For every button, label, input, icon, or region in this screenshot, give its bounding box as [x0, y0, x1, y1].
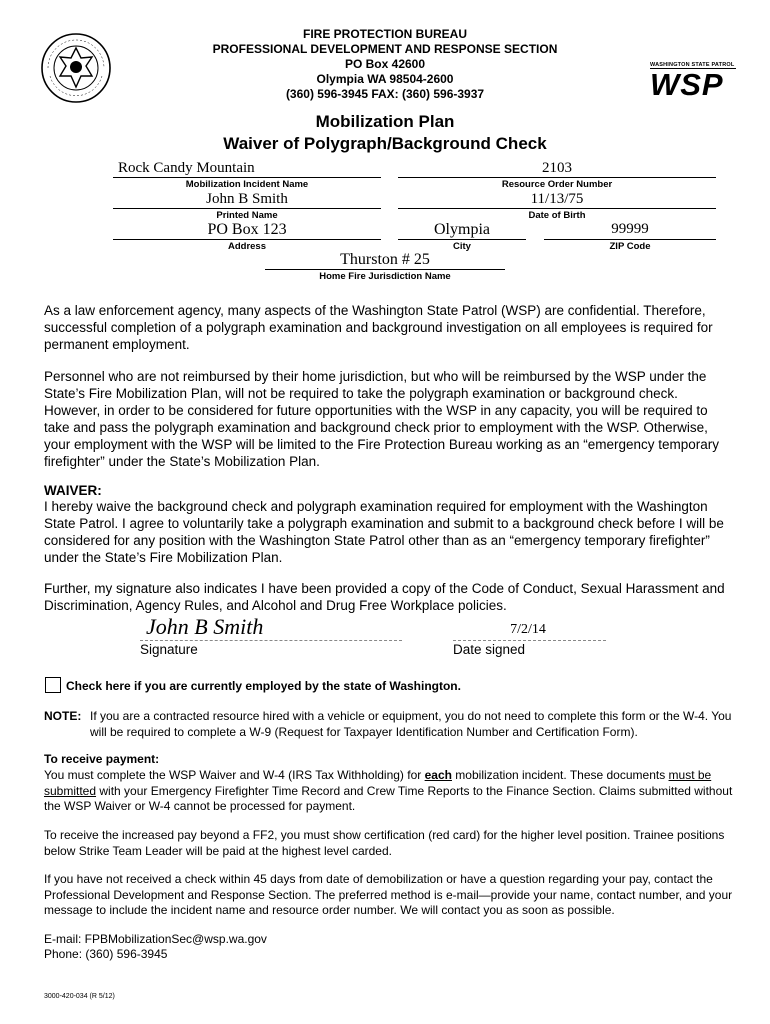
agency-header — [180, 27, 590, 102]
dob-value[interactable]: 11/13/75 — [530, 191, 584, 207]
signature-value[interactable]: John B Smith — [146, 614, 264, 639]
title-line2: Waiver of Polygraph/Background Check — [223, 134, 547, 153]
washington-state-fire-marshal-seal-icon — [40, 32, 112, 104]
header-section: PROFESSIONAL DEVELOPMENT AND RESPONSE SECTION — [212, 42, 558, 56]
address-label: Address — [227, 241, 266, 252]
incident-name-value[interactable]: Rock Candy Mountain — [118, 160, 255, 176]
waiver-heading: WAIVER: — [44, 483, 102, 498]
payment-text-1: You must complete the WSP Waiver and W-4 (IRS Tax Withholding) for — [44, 768, 425, 782]
jurisdiction-value[interactable]: Thurston # 25 — [340, 251, 430, 268]
zip-value[interactable]: 99999 — [611, 221, 649, 237]
wsp-logo-banner: WASHINGTON STATE PATROL — [650, 62, 735, 68]
payment-paragraph — [44, 768, 734, 815]
payment-each: each — [424, 768, 452, 782]
printed-name-label: Printed Name — [216, 210, 278, 221]
personnel-paragraph: Personnel who are not reimbursed by their home jurisdiction, but who will be reimbursed by the WSP under the State’s Fire Mobilization Plan, will not be required to take the polygraph examination or background check. However, in order to be considered for future opportunities with the WSP in any capacity, you will be required to take and pass the polygraph examination and background check prior to employment with the WSP. Otherwise, your employment with the WSP will be limited to the Fire Protection Bureau working as an “emergency temporary firefighter” under the State’s Mobilization Plan. — [44, 369, 720, 469]
incident-name-label: Mobilization Incident Name — [185, 179, 309, 190]
date-signed-label: Date signed — [453, 642, 526, 657]
increased-pay-paragraph: To receive the increased pay beyond a FF2, you must show certification (red card) for the higher level position. Trainee positions below Strike Team Leader will be paid at the highest level carded. — [44, 828, 725, 858]
city-label: City — [453, 241, 471, 252]
payment-must-submit: must be submitted — [44, 768, 712, 798]
payment-heading: To receive payment: — [44, 752, 160, 766]
printed-name-value[interactable]: John B Smith — [206, 191, 288, 207]
pay-question-paragraph: If you have not received a check within 45 days from date of demobilization or have a question regarding your pay, contact the Professional Development and Response Section. The preferred method is e-mail—provide your name, contact number, and your message to include the incident name and resource order number. We will contact you as soon as possible. — [44, 872, 733, 917]
policies-paragraph: Further, my signature also indicates I have been provided a copy of the Code of Conduct, Sexual Harassment and Discrimination, Agency Rules, and Alcohol and Drug Free Workplace policies. — [44, 581, 725, 613]
address-value[interactable]: PO Box 123 — [207, 221, 287, 238]
resource-order-value[interactable]: 2103 — [542, 160, 572, 176]
dob-label: Date of Birth — [528, 210, 586, 221]
zip-label: ZIP Code — [609, 241, 651, 252]
city-value[interactable]: Olympia — [434, 221, 490, 238]
note-label: NOTE: — [44, 709, 82, 723]
waiver-paragraph: I hereby waive the background check and polygraph examination required for employment with the Washington State Patrol. I agree to voluntarily take a polygraph examination and submit to a background check before I will be considered for any position with the Washington State Patrol other than as an “emergency temporary firefighter” under the State’s Fire Mobilization Plan. — [44, 499, 724, 565]
payment-text-3: mobilization incident. These documents — [451, 768, 669, 782]
payment-text-5: with your Emergency Firefighter Time Record and Crew Time Reports to the Finance Section. Claims submitted without the WSP Waiver or W-4 cannot be processed for payment. — [44, 783, 733, 813]
wsp-logo-icon — [650, 62, 736, 104]
state-employee-checkbox[interactable] — [45, 677, 61, 693]
signature-label: Signature — [140, 642, 198, 657]
note-text: If you are a contracted resource hired with a vehicle or equipment, you do not need to complete this form or the W-4. You will be required to complete a W-9 (Request for Taxpayer Identification Number and Certification Form). — [90, 709, 732, 739]
state-employee-checkbox-label: Check here if you are currently employed by the state of Washington. — [66, 679, 461, 693]
header-po-box: PO Box 42600 — [344, 57, 426, 71]
title-line1: Mobilization Plan — [315, 112, 455, 131]
contact-email: E-mail: FPBMobilizationSec@wsp.wa.gov — [44, 932, 267, 946]
contact-phone: Phone: (360) 596-3945 — [44, 947, 168, 961]
header-phone-fax: (360) 596-3945 FAX: (360) 596-3937 — [285, 87, 485, 101]
date-signed-value[interactable]: 7/2/14 — [510, 622, 546, 637]
resource-order-label: Resource Order Number — [501, 179, 613, 190]
wsp-logo-mark: WSP — [650, 67, 724, 102]
intro-paragraph: As a law enforcement agency, many aspects of the Washington State Patrol (WSP) are confidential. Therefore, successful completion of a polygraph examination and background investigation on all employees is required for permanent employment. — [44, 303, 713, 352]
header-bureau: FIRE PROTECTION BUREAU — [302, 27, 467, 41]
form-number: 3000-420-034 (R 5/12) — [44, 993, 115, 1000]
jurisdiction-label: Home Fire Jurisdiction Name — [319, 271, 451, 282]
header-city: Olympia WA 98504-2600 — [316, 72, 454, 86]
